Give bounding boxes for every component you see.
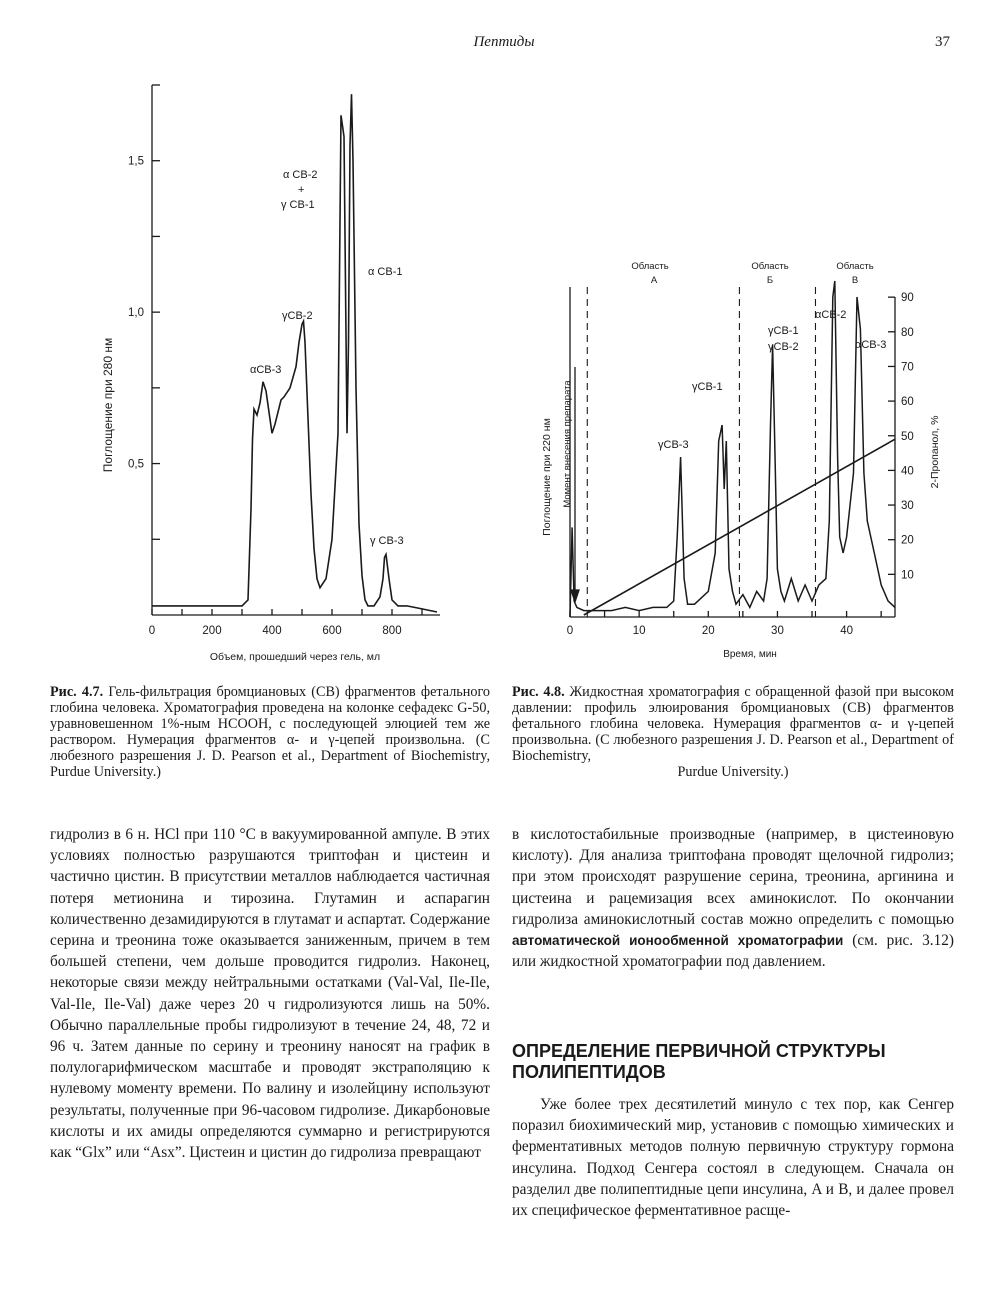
peak-label-g-cb2-b: γCB-2	[768, 341, 799, 353]
caption-text: Гель-фильтрация бромциановых (CB) фрагментов фетального глобина человека. Хроматография проведена на колонке сефадекс G-50, уравновешенном 1%-ным HCOOH, с последующей элюцией тем же раствором. Нумерация фрагментов α- и γ-цепей произвольна. (С любезного разрешения J. D. Pearson et al., Department of Biochemistry, Purdue University.)	[50, 684, 490, 780]
y2-tick-label: 20	[901, 534, 914, 547]
y2-tick-label: 10	[901, 569, 914, 582]
y-axis-label: Поглощение при 280 нм	[101, 337, 115, 473]
x-tick-label: 0	[566, 625, 574, 637]
figure-4-7-chart	[90, 75, 450, 665]
figure-4-8-caption	[512, 684, 954, 780]
paragraph: гидролиз в 6 н. HCl при 110 °С в вакуумированной ампуле. В этих условиях полностью разрушаются триптофан и цистеин и частично цистин. В присутствии металлов наблюдается частичная потеря метионина и тирозина. Глутамин и аспарагин количественно дезамидируются в глутамат и аспартат. Содержание серина и треонина тоже оказывается заниженным, причем в тем большей степени, чем дольше проводится гидролиз. Наконец, некоторые связи между нейтральными остатками (Val-Val, Ile-Ile, Val-Ile, Ile-Val) даже через 20 ч гидролизуются лишь на 50%. Обычно параллельные пробы гидролизуют в течение 24, 48, 72 и 96 ч. Затем данные по серину и треонину наносят на график в полулогарифмическом масштабе и проводят экстраполяцию к нулевому моменту времени. По валину и изолейцину используют результаты, полученные при 96-часовом гидролизе. Дикарбоновые кислоты и их амиды определяются суммарно и регистрируются как “Glx” или “Asx”. Цистеин и цистин до гидролиза превращают	[50, 826, 490, 1162]
caption-label: Рис. 4.7.	[50, 684, 104, 700]
y2-axis-label: 2-Пропанол, %	[929, 415, 941, 489]
figure-4-8-chart	[530, 252, 975, 662]
y2-tick-label: 70	[901, 361, 914, 374]
peak-label-a-cb3: αCB-3	[855, 339, 887, 351]
right-column-lower	[512, 1094, 954, 1221]
x-tick-label: 30	[771, 625, 784, 637]
caption-label: Рис. 4.8.	[512, 684, 565, 700]
x-tick-label: 600	[322, 625, 342, 637]
y-tick-label: 1,5	[128, 155, 144, 168]
peak-label-a-cb2: αCB-2	[815, 309, 847, 321]
x-tick-label: 800	[382, 625, 402, 637]
figure-4-7-caption	[50, 684, 490, 780]
y2-tick-label: 80	[901, 326, 914, 339]
right-column	[512, 824, 954, 972]
region-c-word: Область	[836, 261, 874, 272]
region-c-letter: В	[851, 275, 859, 286]
x-tick-label: 40	[840, 625, 853, 637]
x-tick-label: 20	[701, 625, 715, 637]
x-tick-label: 0	[148, 625, 156, 637]
peak-label-g-cb3: γCB-3	[658, 439, 689, 451]
region-b-word: Область	[751, 261, 789, 272]
peak-label-g-cb1: γCB-1	[692, 381, 723, 393]
injection-label: Момент внесения препарата	[562, 380, 573, 508]
x-tick-label: 200	[202, 625, 222, 637]
paragraph: в кислотостабильные производные (например, в цистеиновую кислоту). Для анализа триптофана проводят щелочной гидролиз; при этом происходят разрушение серина, треонина, аргинина и цистеина и рацемизация всех аминокислот. По окончании гидролиза аминокислотный состав можно определить с помощью автоматической ионообменной хроматографии (см. рис. 3.12) или жидкостной хроматографии под давлением.	[512, 826, 954, 971]
region-a-letter: А	[650, 275, 658, 286]
y-tick-label: 1,0	[128, 307, 144, 320]
running-head: Пептиды	[473, 34, 535, 50]
peak-label-g-cb2: γCB-2	[282, 310, 313, 322]
caption-last-line: Purdue University.)	[677, 764, 789, 780]
page-number: 37	[935, 34, 950, 50]
caption-text: Жидкостная хроматография с обращенной фазой при высоком давлении: профиль элюирования бромциановых (CB) фрагментов фетального глобина человека. Нумерация фрагментов α- и γ-цепей произвольна. (С любезного разрешения J. D. Pearson et al., Department of Biochemistry,	[512, 684, 954, 764]
x-tick-label: 400	[262, 625, 282, 637]
y2-tick-label: 40	[901, 465, 914, 478]
peak-label-plus: +	[298, 184, 305, 196]
x-axis-label: Время, мин	[723, 649, 777, 660]
y-axis-label: Поглощение при 220 нм	[541, 418, 553, 536]
x-axis-label: Объем, прошедший через гель, мл	[209, 651, 381, 663]
y2-tick-label: 60	[901, 396, 914, 409]
paragraph: Уже более трех десятилетий минуло с тех пор, как Сенгер поразил биохимический мир, установив с помощью химических и ферментативных методов полную первичную структуру гормона инсулина. Подход Сенгера состоял в следующем. Сначала он разделил две полипептидные цепи инсулина, A и B, и далее провел их специфическое ферментативное расще-	[512, 1096, 954, 1220]
y2-tick-label: 90	[901, 292, 914, 305]
y2-tick-label: 50	[901, 430, 914, 443]
peak-label-a-cb3: αCB-3	[250, 364, 282, 376]
injection-arrow-head	[571, 590, 579, 602]
peak-label-g-cb1-b: γCB-1	[768, 325, 799, 337]
peak-label-g-cb3: γ CB-3	[370, 535, 404, 547]
y-tick-label: 0,5	[128, 458, 144, 471]
section-heading: ОПРЕДЕЛЕНИЕ ПЕРВИЧНОЙ СТРУКТУРЫ ПОЛИПЕПТИДОВ	[512, 1041, 886, 1082]
peak-label-a-cb1: α CB-1	[368, 266, 403, 278]
peak-label-g-cb1: γ CB-1	[281, 199, 315, 211]
left-column	[50, 824, 490, 1163]
region-b-letter: Б	[766, 275, 774, 286]
elution-curve	[570, 281, 895, 617]
x-tick-label: 10	[632, 625, 646, 637]
region-a-word: Область	[631, 261, 669, 272]
bold-term: автоматической ионообменной хроматографии	[512, 933, 844, 949]
peak-label-a-cb2: α CB-2	[283, 169, 318, 181]
y2-tick-label: 30	[901, 500, 914, 513]
